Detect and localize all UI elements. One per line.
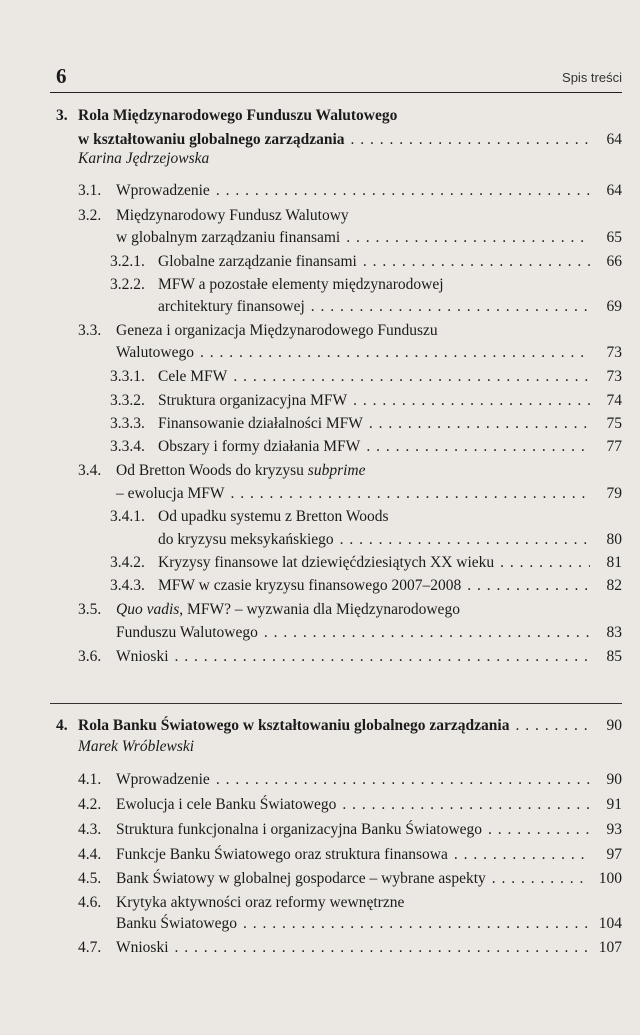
toc-entry-3-2-2[interactable] [158, 297, 622, 317]
toc-entry-3-2-line1 [78, 206, 622, 226]
toc-entry-3-3-line1 [78, 321, 622, 341]
entry-number: 4.7. [78, 939, 102, 956]
toc-entry-3-2-2-line1 [110, 275, 622, 295]
leader-dots [216, 181, 590, 201]
leader-dots [515, 716, 590, 736]
entry-title-cont: Walutowego [116, 344, 194, 361]
toc-entry-3-4-1[interactable] [158, 530, 622, 550]
toc-entry-4-1[interactable] [78, 770, 622, 790]
entry-title-cont: do kryzysu meksykańskiego [158, 531, 334, 548]
entry-number: 3.5. [78, 601, 102, 618]
entry-number: 4.1. [78, 771, 102, 788]
toc-entry-4-7[interactable] [78, 938, 622, 958]
chapter-3-page: 64 [606, 131, 622, 148]
entry-title: MFW w czasie kryzysu finansowego 2007–2008 [158, 577, 462, 594]
entry-page: 107 [598, 939, 622, 956]
entry-page: 74 [606, 392, 622, 409]
leader-dots [200, 343, 590, 363]
leader-dots [175, 647, 590, 667]
entry-title-cont: Banku Światowego [116, 915, 237, 932]
leader-dots [175, 938, 590, 958]
entry-number: 3.4.3. [110, 577, 145, 594]
entry-page: 85 [606, 648, 622, 665]
entry-page: 90 [606, 771, 622, 788]
entry-number: 3.4.1. [110, 508, 145, 525]
toc-entry-4-5[interactable] [78, 869, 622, 889]
leader-dots [230, 484, 590, 504]
entry-number: 3.6. [78, 648, 102, 665]
entry-page: 65 [606, 229, 622, 246]
entry-number: 4.5. [78, 870, 102, 887]
leader-dots [340, 530, 590, 550]
entry-title: , MFW? – wyzwania dla Międzynarodowego [179, 601, 460, 618]
entry-title: MFW a pozostałe elementy międzynarodowej [158, 276, 444, 293]
section-rule [50, 703, 622, 704]
leader-dots [216, 770, 590, 790]
toc-entry-4-4[interactable] [78, 845, 622, 865]
entry-number: 3.3.1. [110, 368, 145, 385]
page-number: 6 [56, 64, 67, 88]
leader-dots [488, 820, 590, 840]
entry-number: 3.2.1. [110, 253, 145, 270]
entry-number: 4.6. [78, 894, 102, 911]
entry-title: Od Bretton Woods do kryzysu [116, 462, 308, 479]
toc-entry-4-6[interactable] [116, 914, 622, 934]
leader-dots [366, 437, 590, 457]
entry-title: Od upadku systemu z Bretton Woods [158, 508, 389, 525]
chapter-3-author: Karina Jędrzejowska [78, 150, 210, 167]
leader-dots [233, 367, 590, 387]
chapter-4-author: Marek Wróblewski [78, 738, 195, 755]
entry-page: 104 [598, 915, 622, 932]
leader-dots [353, 391, 590, 411]
header-rule [50, 92, 622, 93]
entry-number: 3.3.3. [110, 415, 145, 432]
entry-title: Ewolucja i cele Banku Światowego [116, 796, 337, 813]
entry-page: 91 [606, 796, 622, 813]
entry-page: 64 [606, 182, 622, 199]
entry-page: 77 [606, 438, 622, 455]
entry-page: 75 [606, 415, 622, 432]
leader-dots [264, 623, 590, 643]
entry-number: 3.3.2. [110, 392, 145, 409]
toc-entry-3-4[interactable] [116, 484, 622, 504]
entry-page: 97 [606, 846, 622, 863]
chapter-3-title-line2: w kształtowaniu globalnego zarządzania [78, 131, 345, 148]
chapter-4-title: Rola Banku Światowego w kształtowaniu globalnego zarządzania [78, 717, 510, 734]
leader-dots [311, 297, 590, 317]
entry-title: Globalne zarządzanie finansami [158, 253, 357, 270]
entry-number: 3.2. [78, 207, 102, 224]
entry-title-cont: – ewolucja MFW [116, 485, 225, 502]
entry-page: 73 [606, 368, 622, 385]
leader-dots [346, 228, 590, 248]
toc-entry-3-2[interactable] [116, 228, 622, 248]
toc-entry-3-3-3[interactable] [110, 414, 622, 434]
chapter-4-page: 90 [606, 717, 622, 734]
entry-title: Bank Światowy w globalnej gospodarce – wybrane aspekty [116, 870, 486, 887]
toc-entry-4-3[interactable] [78, 820, 622, 840]
toc-entry-3-4-3[interactable] [110, 576, 622, 596]
toc-entry-3-1[interactable] [78, 181, 622, 201]
entry-page: 80 [606, 531, 622, 548]
entry-title-cont: Funduszu Walutowego [116, 624, 258, 641]
entry-page: 73 [606, 344, 622, 361]
toc-entry-3-4-line1 [78, 461, 622, 481]
entry-title: Obszary i formy działania MFW [158, 438, 361, 455]
entry-page: 82 [606, 577, 622, 594]
entry-title-italic: Quo vadis [116, 601, 180, 618]
leader-dots [342, 795, 590, 815]
toc-entry-3-3-4[interactable] [110, 437, 622, 457]
leader-dots [454, 845, 590, 865]
leader-dots [500, 553, 590, 573]
entry-number: 3.3.4. [110, 438, 145, 455]
entry-page: 100 [598, 870, 622, 887]
entry-title-italic: subprime [307, 462, 366, 479]
leader-dots [467, 576, 590, 596]
toc-entry-3-3[interactable] [116, 343, 622, 363]
toc-entry-3-4-2[interactable] [110, 553, 622, 573]
entry-number: 3.4.2. [110, 554, 145, 571]
leader-dots [492, 869, 590, 889]
chapter-3-number: 3. [56, 107, 68, 124]
entry-title: Międzynarodowy Fundusz Walutowy [116, 207, 349, 224]
toc-entry-3-5[interactable] [116, 623, 622, 643]
entry-title: Kryzysy finansowe lat dziewięćdziesiątych XX wieku [158, 554, 495, 571]
entry-title: Wprowadzenie [116, 771, 210, 788]
toc-entry-3-2-1[interactable] [110, 252, 622, 272]
toc-entry-3-6[interactable] [78, 647, 622, 667]
entry-title: Geneza i organizacja Międzynarodowego Funduszu [116, 322, 438, 339]
entry-title-cont: architektury finansowej [158, 298, 305, 315]
toc-entry-4-6-line1 [78, 893, 622, 913]
chapter-3-heading-line1 [56, 106, 622, 126]
entry-number: 4.4. [78, 846, 102, 863]
running-title: Spis treści [562, 70, 622, 85]
entry-title: Finansowanie działalności MFW [158, 415, 363, 432]
chapter-3-title-line1: Rola Międzynarodowego Funduszu Walutowego [78, 107, 398, 124]
entry-page: 83 [606, 624, 622, 641]
entry-number: 4.2. [78, 796, 102, 813]
entry-title: Wprowadzenie [116, 182, 210, 199]
entry-number: 3.4. [78, 462, 102, 479]
entry-page: 81 [606, 554, 622, 571]
entry-title-cont: w globalnym zarządzaniu finansami [116, 229, 341, 246]
entry-title: Cele MFW [158, 368, 228, 385]
entry-page: 66 [606, 253, 622, 270]
entry-title: Wnioski [116, 939, 169, 956]
entry-number: 4.3. [78, 821, 102, 838]
leader-dots [363, 252, 590, 272]
toc-entry-3-4-1-line1 [110, 507, 622, 527]
toc-entry-4-2[interactable] [78, 795, 622, 815]
entry-title: Krytyka aktywności oraz reformy wewnętrzne [116, 894, 405, 911]
entry-page: 79 [606, 485, 622, 502]
leader-dots [351, 130, 590, 150]
entry-page: 69 [606, 298, 622, 315]
entry-title: Struktura organizacyjna MFW [158, 392, 348, 409]
entry-number: 3.3. [78, 322, 102, 339]
entry-title: Funkcje Banku Światowego oraz struktura finansowa [116, 846, 448, 863]
toc-entry-3-3-1[interactable] [110, 367, 622, 387]
entry-title: Wnioski [116, 648, 169, 665]
chapter-4-number: 4. [56, 717, 68, 734]
chapter-3-heading-line2[interactable] [78, 130, 622, 150]
toc-entry-3-5-line1 [78, 600, 622, 620]
leader-dots [369, 414, 590, 434]
entry-number: 3.2.2. [110, 276, 145, 293]
entry-page: 93 [606, 821, 622, 838]
toc-entry-3-3-2[interactable] [110, 391, 622, 411]
chapter-4-heading[interactable] [56, 716, 622, 736]
entry-number: 3.1. [78, 182, 102, 199]
entry-title: Struktura funkcjonalna i organizacyjna Banku Światowego [116, 821, 483, 838]
leader-dots [243, 914, 590, 934]
